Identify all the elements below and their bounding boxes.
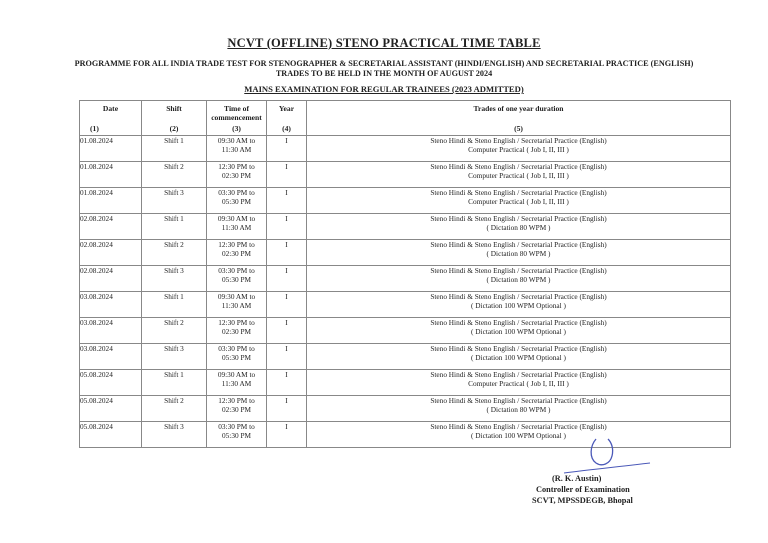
cell-shift: Shift 3 [142,344,207,370]
cell-date: 02.08.2024 [80,266,142,292]
cell-trade: Steno Hindi & Steno English / Secretarial Practice (English) ( Dictation 80 WPM ) [307,214,731,240]
column-header-date: Date (1) [80,101,142,136]
cell-date: 02.08.2024 [80,240,142,266]
cell-date: 05.08.2024 [80,422,142,448]
cell-year: I [267,162,307,188]
programme-subtitle: PROGRAMME FOR ALL INDIA TRADE TEST FOR STENOGRAPHER & SECRETARIAL ASSISTANT (HINDI/ENGLISH) AND SECRETARIAL PRACTICE (ENGLISH) TRADES TO BE HELD IN THE MONTH OF AUGUST 2024 [74,59,694,78]
table-row [80,266,731,292]
signatory-role: Controller of Examination [536,485,630,494]
table-row [80,136,731,162]
cell-year: I [267,396,307,422]
signature-mark [556,436,652,476]
cell-time: 12:30 PM to 02:30 PM [207,318,267,344]
cell-time: 03:30 PM to 05:30 PM [207,344,267,370]
section-heading: MAINS EXAMINATION FOR REGULAR TRAINEES (2023 ADMITTED) [244,84,524,94]
cell-year: I [267,136,307,162]
cell-year: I [267,240,307,266]
cell-shift: Shift 3 [142,266,207,292]
table-row [80,318,731,344]
table-row [80,396,731,422]
cell-shift: Shift 1 [142,370,207,396]
table-row [80,240,731,266]
cell-trade: Steno Hindi & Steno English / Secretarial Practice (English) ( Dictation 80 WPM ) [307,240,731,266]
signatory-organisation: SCVT, MPSSDEGB, Bhopal [532,496,633,505]
table-header-row [80,101,731,136]
cell-shift: Shift 1 [142,136,207,162]
cell-year: I [267,370,307,396]
cell-shift: Shift 1 [142,214,207,240]
cell-date: 02.08.2024 [80,214,142,240]
cell-trade: Steno Hindi & Steno English / Secretarial Practice (English) ( Dictation 100 WPM Optional ) [307,344,731,370]
cell-shift: Shift 2 [142,318,207,344]
cell-time: 09:30 AM to 11:30 AM [207,136,267,162]
cell-shift: Shift 3 [142,188,207,214]
column-header-trades: Trades of one year duration (5) [307,101,731,136]
signatory-name: (R. K. Austin) [552,474,602,483]
cell-year: I [267,214,307,240]
cell-time: 03:30 PM to 05:30 PM [207,266,267,292]
column-header-year: Year (4) [267,101,307,136]
cell-date: 05.08.2024 [80,396,142,422]
cell-year: I [267,422,307,448]
cell-time: 09:30 AM to 11:30 AM [207,292,267,318]
cell-shift: Shift 3 [142,422,207,448]
table-row [80,370,731,396]
cell-year: I [267,318,307,344]
table-row [80,292,731,318]
cell-time: 03:30 PM to 05:30 PM [207,188,267,214]
cell-date: 01.08.2024 [80,162,142,188]
table-row [80,162,731,188]
cell-trade: Steno Hindi & Steno English / Secretarial Practice (English) Computer Practical ( Job I, II, III ) [307,136,731,162]
cell-trade: Steno Hindi & Steno English / Secretarial Practice (English) ( Dictation 100 WPM Optional ) [307,318,731,344]
cell-year: I [267,292,307,318]
cell-shift: Shift 2 [142,240,207,266]
cell-time: 09:30 AM to 11:30 AM [207,370,267,396]
cell-date: 01.08.2024 [80,136,142,162]
cell-trade: Steno Hindi & Steno English / Secretarial Practice (English) ( Dictation 100 WPM Optional ) [307,422,731,448]
cell-date: 03.08.2024 [80,318,142,344]
cell-time: 12:30 PM to 02:30 PM [207,162,267,188]
cell-date: 03.08.2024 [80,344,142,370]
cell-trade: Steno Hindi & Steno English / Secretarial Practice (English) Computer Practical ( Job I, II, III ) [307,162,731,188]
cell-time: 09:30 AM to 11:30 AM [207,214,267,240]
cell-year: I [267,188,307,214]
cell-time: 03:30 PM to 05:30 PM [207,422,267,448]
cell-year: I [267,266,307,292]
cell-time: 12:30 PM to 02:30 PM [207,396,267,422]
timetable [79,100,731,448]
cell-trade: Steno Hindi & Steno English / Secretarial Practice (English) ( Dictation 80 WPM ) [307,266,731,292]
cell-trade: Steno Hindi & Steno English / Secretarial Practice (English) ( Dictation 80 WPM ) [307,396,731,422]
cell-date: 03.08.2024 [80,292,142,318]
cell-trade: Steno Hindi & Steno English / Secretarial Practice (English) Computer Practical ( Job I, II, III ) [307,188,731,214]
cell-date: 01.08.2024 [80,188,142,214]
cell-trade: Steno Hindi & Steno English / Secretarial Practice (English) Computer Practical ( Job I, II, III ) [307,370,731,396]
cell-shift: Shift 2 [142,162,207,188]
column-header-time: Time of commencement (3) [207,101,267,136]
cell-time: 12:30 PM to 02:30 PM [207,240,267,266]
cell-shift: Shift 2 [142,396,207,422]
cell-date: 05.08.2024 [80,370,142,396]
page-title: NCVT (OFFLINE) STENO PRACTICAL TIME TABLE [227,36,541,50]
cell-shift: Shift 1 [142,292,207,318]
column-header-shift: Shift (2) [142,101,207,136]
cell-trade: Steno Hindi & Steno English / Secretarial Practice (English) ( Dictation 100 WPM Optional ) [307,292,731,318]
table-row [80,344,731,370]
table-row [80,188,731,214]
cell-year: I [267,344,307,370]
table-row [80,214,731,240]
